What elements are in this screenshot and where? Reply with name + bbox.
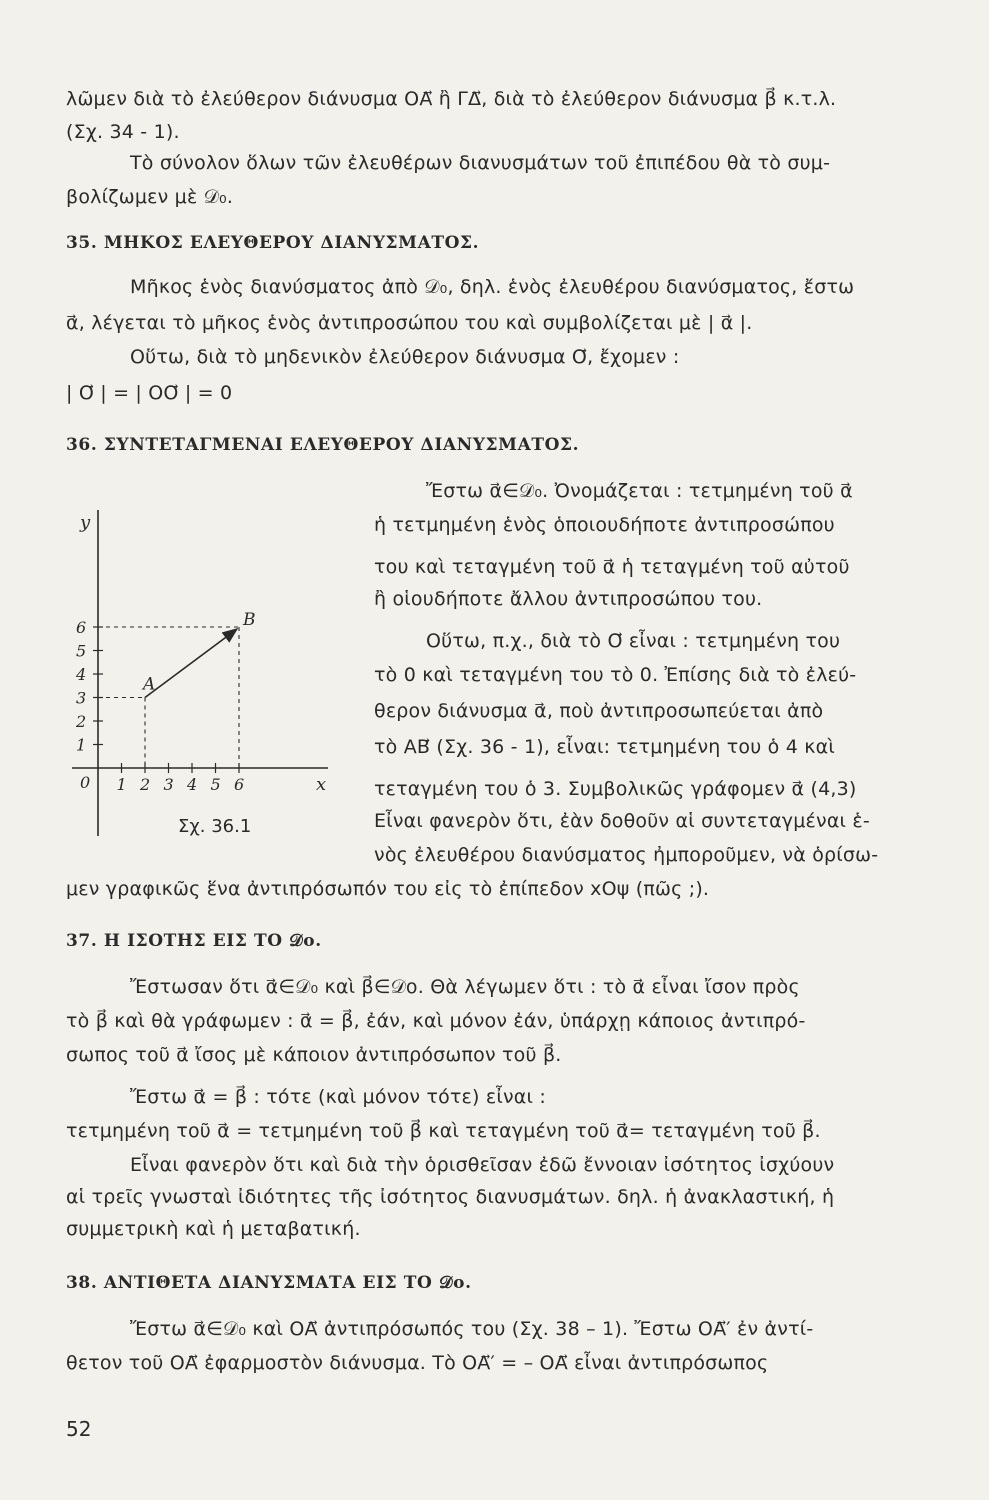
section-36-line: ἡ τετμημένη ἑνὸς ὁποιουδήποτε ἀντιπροσώπου [374, 514, 835, 536]
section-37-line: Ἔστω α⃗ = β⃗ : τότε (καὶ μόνον τότε) εἶναι : [130, 1086, 546, 1108]
section-37-line: τὸ β⃗ καὶ θὰ γράφωμεν : α⃗ = β⃗, ἐάν, καὶ μόνον ἐάν, ὑπάρχῃ κάποιος ἀντιπρό- [66, 1010, 806, 1032]
section-36-line: νὸς ἐλευθέρου διανύσματος ἠμποροῦμεν, νὰ ὁρίσω- [374, 844, 879, 866]
point-a-label: A [143, 674, 156, 695]
section-37-line: Εἶναι φανερὸν ὅτι καὶ διὰ τὴν ὁρισθεῖσαν ἐδῶ ἔννοιαν ἰσότητος ἰσχύουν [130, 1154, 835, 1176]
section-36-line: τὸ 0 καὶ τεταγμένη του τὸ 0. Ἐπίσης διὰ τὸ ἐλεύ- [374, 664, 857, 686]
section-36-line: Ἔστω α⃗∈𝒟₀. Ὀνομάζεται : τετμημένη τοῦ α⃗ [426, 480, 853, 502]
section-37-heading: 37. Η ΙΣΟΤΗΣ ΕΙΣ ΤΟ 𝒟ο. [66, 931, 322, 951]
section-37-line: Ἔστωσαν ὅτι α⃗∈𝒟₀ καὶ β⃗∈𝒟ο. Θὰ λέγωμεν ὅτι : τὸ α⃗ εἶναι ἴσον πρὸς [130, 976, 800, 998]
section-37-line: συμμετρικὴ καὶ ἡ μεταβατική. [66, 1218, 361, 1240]
page-number: 52 [66, 1417, 92, 1441]
intro-line-1: λῶμεν διὰ τὸ ἐλεύθερον διάνυσμα ΟΑ⃗ ἢ ΓΔ⃗, διὰ τὸ ἐλεύθερον διάνυσμα β⃗ κ.τ.λ. [66, 88, 837, 110]
section-36-line: τὸ ΑΒ⃗ (Σχ. 36 - 1), εἶναι: τετμημένη του ὁ 4 καὶ [374, 736, 836, 758]
y-tick-label: 5 [76, 641, 87, 661]
section-35-formula: | Ο⃗ | = | ΟΟ⃗ | = 0 [66, 382, 233, 404]
figure-36-1 [66, 496, 366, 856]
section-37-line: σωπος τοῦ α⃗ ἴσος μὲ κάποιον ἀντιπρόσωπον τοῦ β⃗. [66, 1044, 562, 1066]
section-36-line: τεταγμένη του ὁ 3. Συμβολικῶς γράφομεν α⃗ (4,3) [374, 778, 857, 800]
section-38-line: θετον τοῦ ΟΑ⃗ ἐφαρμοστὸν διάνυσμα. Τὸ ΟΑ⃗′ = – ΟΑ⃗ εἶναι ἀντιπρόσωπος [66, 1352, 769, 1374]
x-tick-label: 3 [163, 775, 174, 794]
section-36-line: του καὶ τεταγμένη τοῦ α⃗ ἡ τεταγμένη τοῦ αὐτοῦ [374, 556, 850, 578]
x-tick-label: 4 [187, 775, 198, 794]
section-36-line: μεν γραφικῶς ἕνα ἀντιπρόσωπόν του εἰς τὸ ἐπίπεδον xOψ (πῶς ;). [66, 878, 710, 900]
origin-label: 0 [80, 773, 91, 792]
x-tick-label: 2 [140, 775, 151, 794]
section-36-line: Εἶναι φανερὸν ὅτι, ἐὰν δοθοῦν αἱ συντεταγμέναι ἑ- [374, 810, 870, 832]
section-36-line: Οὕτω, π.χ., διὰ τὸ Ο⃗ εἶναι : τετμημένη του [426, 630, 841, 652]
section-38-heading: 38. ΑΝΤΙΘΕΤΑ ΔΙΑΝΥΣΜΑΤΑ ΕΙΣ ΤΟ 𝒟ο. [66, 1273, 472, 1293]
y-tick-label: 3 [76, 688, 87, 708]
section-37-line: τετμημένη τοῦ α⃗ = τετμημένη τοῦ β⃗ καὶ τεταγμένη τοῦ α⃗= τεταγμένη τοῦ β⃗. [66, 1120, 821, 1142]
intro-line-2: (Σχ. 34 - 1). [66, 121, 180, 143]
figure-caption: Σχ. 36.1 [178, 816, 252, 837]
x-tick-label: 6 [234, 775, 245, 794]
intro-line-4: βολίζωμεν μὲ 𝒟₀. [66, 186, 234, 208]
y-tick-label: 6 [76, 618, 87, 637]
y-tick-label: 2 [76, 712, 87, 731]
y-tick-label: 4 [76, 665, 87, 684]
x-tick-label: 5 [210, 775, 221, 794]
section-35-line: Μῆκος ἑνὸς διανύσματος ἀπὸ 𝒟₀, δηλ. ἑνὸς ἐλευθέρου διανύσματος, ἔστω [130, 276, 855, 298]
point-b-label: B [243, 610, 256, 630]
section-35-line: α⃗, λέγεται τὸ μῆκος ἑνὸς ἀντιπροσώπου του καὶ συμβολίζεται μὲ | α⃗ |. [66, 312, 753, 334]
y-axis-label: y [80, 512, 91, 533]
section-35-line: Οὕτω, διὰ τὸ μηδενικὸν ἐλεύθερον διάνυσμα Ο⃗, ἔχομεν : [130, 346, 680, 368]
x-axis-label: x [316, 774, 327, 795]
y-tick-label: 1 [76, 735, 87, 755]
coordinate-diagram [66, 496, 366, 856]
section-35-heading: 35. ΜΗΚΟΣ ΕΛΕΥΘΕΡΟΥ ΔΙΑΝΥΣΜΑΤΟΣ. [66, 233, 480, 253]
intro-line-3: Τὸ σύνολον ὅλων τῶν ἐλευθέρων διανυσμάτων τοῦ ἐπιπέδου θὰ τὸ συμ- [130, 152, 831, 174]
section-38-line: Ἔστω α⃗∈𝒟₀ καὶ ΟΑ⃗ ἀντιπρόσωπός του (Σχ. 38 – 1). Ἔστω ΟΑ⃗′ ἐν ἀντί- [130, 1318, 814, 1340]
x-tick-label: 1 [116, 775, 127, 794]
section-37-line: αἱ τρεῖς γνωσταὶ ἰδιότητες τῆς ἰσότητος διανυσμάτων. δηλ. ἡ ἀνακλαστική, ἡ [66, 1186, 835, 1208]
section-36-line: θερον διάνυσμα α⃗, ποὺ ἀντιπροσωπεύεται ἀπὸ [374, 700, 824, 722]
vector-ab [145, 629, 237, 698]
section-36-line: ἢ οἱουδήποτε ἄλλου ἀντιπροσώπου του. [374, 588, 763, 610]
section-36-heading: 36. ΣΥΝΤΕΤΑΓΜΕΝΑΙ ΕΛΕΥΘΕΡΟΥ ΔΙΑΝΥΣΜΑΤΟΣ. [66, 435, 580, 455]
